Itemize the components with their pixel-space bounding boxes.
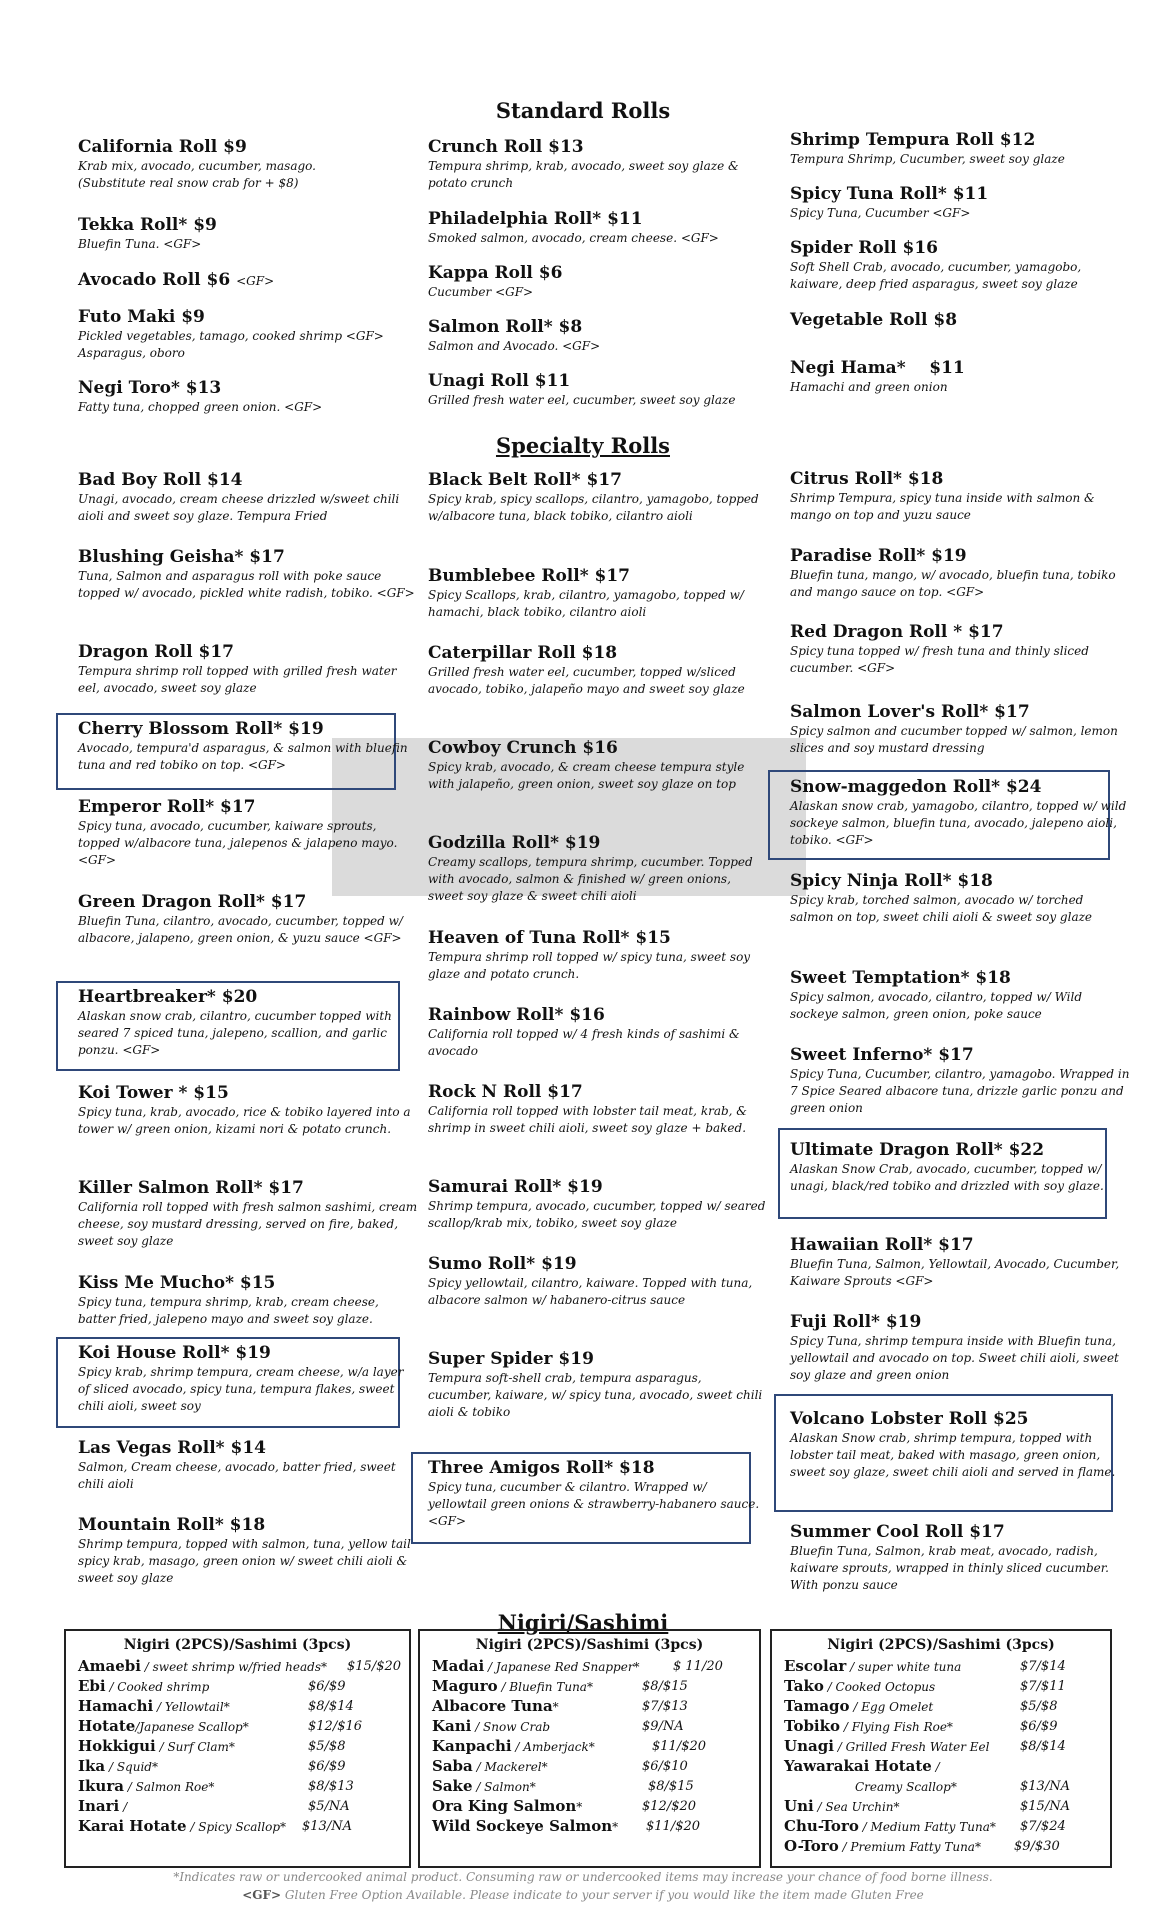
nigiri-price: $7/$11 [1020, 1679, 1066, 1694]
menu-item [790, 358, 1130, 396]
menu-item [790, 622, 1130, 677]
nigiri-sub: / Mackerel* [472, 1760, 548, 1774]
menu-item [78, 797, 418, 869]
item-desc: California roll topped w/ 4 fresh kinds of sashimi & avocado [428, 1027, 740, 1058]
nigiri-name: Kanpachi [432, 1737, 512, 1755]
nigiri-sub: / Cooked Octopus [823, 1680, 936, 1694]
item-name: Sweet Temptation* $18 [790, 968, 1011, 988]
menu-item [790, 1409, 1130, 1481]
menu-item [790, 777, 1130, 849]
menu-item [790, 1140, 1130, 1195]
menu-item [790, 1235, 1130, 1290]
nigiri-price: $12/$20 [642, 1799, 697, 1814]
nigiri-row [772, 1676, 1110, 1696]
nigiri-name: Uni [784, 1797, 814, 1815]
menu-item [78, 987, 418, 1059]
nigiri-box-1 [64, 1629, 411, 1868]
item-name: Super Spider $19 [428, 1349, 594, 1369]
nigiri-price: $7/$13 [642, 1699, 688, 1714]
nigiri-row [420, 1816, 759, 1836]
nigiri-name: Ika [78, 1757, 106, 1775]
nigiri-price: $5/NA [308, 1799, 350, 1814]
item-desc: Smoked salmon, avocado, cream cheese. <GF> [428, 231, 719, 245]
nigiri-row [66, 1696, 409, 1716]
nigiri-row [66, 1656, 409, 1676]
nigiri-price: $13/NA [302, 1819, 352, 1834]
item-name: Futo Maki $9 [78, 307, 205, 327]
nigiri-name: Inari [78, 1797, 120, 1815]
item-name: Cowboy Crunch $16 [428, 738, 618, 758]
nigiri-price: $7/$14 [1020, 1659, 1066, 1674]
gf-tag: <GF> [236, 274, 275, 288]
item-name: Vegetable Roll $8 [790, 310, 958, 330]
item-name: Paradise Roll* $19 [790, 546, 967, 566]
nigiri-price: $ 11/20 [673, 1659, 723, 1674]
nigiri-sub: / Medium Fatty Tuna* [858, 1820, 996, 1834]
item-name: Mountain Roll* $18 [78, 1515, 266, 1535]
item-name: Salmon Lover's Roll* $17 [790, 702, 1030, 722]
menu-item [78, 378, 418, 416]
nigiri-sub: / Yellowtail* [153, 1700, 230, 1714]
item-desc: Spicy tuna, tempura shrimp, krab, cream cheese, batter fried, jalepeno mayo and sweet soy glaze. [78, 1295, 379, 1326]
menu-item [78, 1273, 418, 1328]
item-desc: Grilled fresh water eel, cucumber, sweet soy glaze [428, 393, 736, 407]
item-desc: Spicy salmon and cucumber topped w/ salmon, lemon slices and soy mustard dressing [790, 724, 1118, 755]
nigiri-box-3 [770, 1629, 1112, 1868]
item-desc: Tempura shrimp, krab, avocado, sweet soy glaze & potato crunch [428, 159, 739, 190]
nigiri-sub: / sweet shrimp w/fried heads* [140, 1660, 327, 1674]
item-name: Koi House Roll* $19 [78, 1343, 271, 1363]
menu-item [790, 130, 1130, 168]
nigiri-sub: / Snow Crab [471, 1720, 551, 1734]
nigiri-sub: / Bluefin Tuna* [497, 1680, 593, 1694]
menu-item [428, 1254, 768, 1309]
item-name: Hawaiian Roll* $17 [790, 1235, 974, 1255]
nigiri-sub: / Cooked shrimp [105, 1680, 210, 1694]
item-name: Heartbreaker* $20 [78, 987, 258, 1007]
nigiri-sub: / Egg Omelet [849, 1700, 934, 1714]
item-desc: Alaskan Snow crab, shrimp tempura, topped with lobster tail meat, baked with masago, green onion, sweet soy glaze, sweet chili aioli and served in flame. [790, 1431, 1116, 1479]
menu-item [428, 643, 768, 698]
nigiri-price: $8/$15 [648, 1779, 694, 1794]
menu-item [790, 469, 1130, 524]
item-desc: Alaskan Snow Crab, avocado, cucumber, topped w/ unagi, black/red tobiko and drizzled with soy glaze. [790, 1162, 1104, 1193]
nigiri-row [420, 1796, 759, 1816]
menu-item [78, 719, 418, 774]
item-desc: Spicy Scallops, krab, cilantro, yamagobo, topped w/ hamachi, black tobiko, cilantro aioli [428, 588, 744, 619]
item-desc: Spicy krab, avocado, & cream cheese tempura style with jalapeño, green onion, sweet soy glaze on top [428, 760, 745, 791]
menu-item [78, 137, 418, 192]
nigiri-name: Chu-Toro [784, 1817, 859, 1835]
nigiri-price: $6/$9 [308, 1679, 346, 1694]
nigiri-row [420, 1676, 759, 1696]
nigiri-row [66, 1796, 409, 1816]
menu-item [790, 546, 1130, 601]
item-desc: Bluefin tuna, mango, w/ avocado, bluefin tuna, tobiko and mango sauce on top. <GF> [790, 568, 1116, 599]
item-desc: Salmon, Cream cheese, avocado, batter fried, sweet chili aioli [78, 1460, 396, 1491]
item-name: Black Belt Roll* $17 [428, 470, 622, 490]
item-desc: Krab mix, avocado, cucumber, masago. [78, 159, 316, 173]
item-name: Godzilla Roll* $19 [428, 833, 601, 853]
item-desc: Tempura soft-shell crab, tempura asparagus, cucumber, kaiware, w/ spicy tuna, avocado, sweet chili aioli & tobiko [428, 1371, 763, 1419]
item-name: Fuji Roll* $19 [790, 1312, 922, 1332]
nigiri-name: Ikura [78, 1777, 124, 1795]
item-name: Heaven of Tuna Roll* $15 [428, 928, 671, 948]
nigiri-sub: / super white tuna [846, 1660, 962, 1674]
item-name: Emperor Roll* $17 [78, 797, 256, 817]
gf-tag: <GF> [242, 1888, 282, 1902]
gf-note-text: Gluten Free Option Available. Please indicate to your server if you would like the item made Gluten Free [281, 1888, 924, 1902]
menu-item [428, 1005, 768, 1060]
menu-item [78, 1178, 418, 1250]
item-name: Negi Toro* $13 [78, 378, 222, 398]
nigiri-row [772, 1696, 1110, 1716]
menu-item [790, 1312, 1130, 1384]
nigiri-sub: / Japanese Red Snapper* [484, 1660, 640, 1674]
nigiri-sub: / Flying Fish Roe* [840, 1720, 953, 1734]
nigiri-sub: * [552, 1700, 559, 1714]
item-desc: Bluefin Tuna, Salmon, krab meat, avocado, radish, kaiware sprouts, wrapped in thinly sliced cucumber. With ponzu sauce [790, 1544, 1109, 1592]
nigiri-name: Maguro [432, 1677, 498, 1695]
nigiri-sub: / Squid* [105, 1760, 158, 1774]
menu-item [790, 1045, 1130, 1117]
nigiri-price: $12/$16 [308, 1719, 363, 1734]
menu-item [790, 238, 1130, 293]
menu-item [428, 738, 768, 793]
item-desc: Bluefin Tuna, cilantro, avocado, cucumber, topped w/ albacore, jalapeno, green onion, & yuzu sauce <GF> [78, 914, 403, 945]
item-name: Summer Cool Roll $17 [790, 1522, 1005, 1542]
item-name: Las Vegas Roll* $14 [78, 1438, 266, 1458]
menu-item [78, 1515, 418, 1587]
nigiri-name: Ora King Salmon [432, 1797, 577, 1815]
item-name: Avocado Roll $6 [78, 270, 231, 290]
nigiri-name: Albacore Tuna [432, 1697, 553, 1715]
nigiri-name: Amaebi [78, 1657, 141, 1675]
menu-item [78, 547, 418, 602]
item-desc: Tempura shrimp roll topped with grilled fresh water eel, avocado, sweet soy glaze [78, 664, 397, 695]
nigiri-name: Ebi [78, 1677, 106, 1695]
item-name: Cherry Blossom Roll* $19 [78, 719, 324, 739]
nigiri-sub: / [931, 1760, 940, 1774]
menu-item [428, 928, 768, 983]
nigiri-header: Nigiri (2PCS)/Sashimi (3pcs) [475, 1637, 704, 1653]
item-desc: Avocado, tempura'd asparagus, & salmon with bluefin tuna and red tobiko on top. <GF> [78, 741, 408, 772]
nigiri-name: Saba [432, 1757, 473, 1775]
nigiri-sub: / Salmon Roe* [123, 1780, 215, 1794]
nigiri-row [772, 1756, 1110, 1776]
menu-item [428, 317, 768, 355]
menu-item [428, 209, 768, 247]
item-name: Volcano Lobster Roll $25 [790, 1409, 1029, 1429]
item-name: Salmon Roll* $8 [428, 317, 583, 337]
nigiri-name: Tobiko [784, 1717, 841, 1735]
item-name: Sweet Inferno* $17 [790, 1045, 974, 1065]
item-name: California Roll $9 [78, 137, 247, 157]
nigiri-row [66, 1776, 409, 1796]
item-desc: Spicy tuna, cucumber & cilantro. Wrapped w/ yellowtail green onions & strawberry-habanero sauce. <GF> [428, 1480, 760, 1528]
menu-item [428, 566, 768, 621]
menu-item [790, 968, 1130, 1023]
nigiri-row [420, 1716, 759, 1736]
nigiri-name: Hotate [78, 1717, 136, 1735]
item-desc: Tempura Shrimp, Cucumber, sweet soy glaze [790, 152, 1065, 166]
menu-item [78, 892, 418, 947]
nigiri-box-2 [418, 1629, 761, 1868]
menu-item [428, 833, 768, 905]
nigiri-row [772, 1836, 1110, 1856]
item-desc: Alaskan snow crab, cilantro, cucumber topped with seared 7 spiced tuna, jalepeno, scallion, and garlic ponzu. <GF> [78, 1009, 392, 1057]
menu-item [78, 307, 418, 362]
nigiri-price: $15/$20 [347, 1659, 402, 1674]
item-desc: Spicy salmon, avocado, cilantro, topped w/ Wild sockeye salmon, green onion, poke sauce [790, 990, 1083, 1021]
item-name: Crunch Roll $13 [428, 137, 584, 157]
item-desc: Spicy tuna, krab, avocado, rice & tobiko layered into a tower w/ green onion, kizami nori & potato crunch. [78, 1105, 411, 1136]
item-desc: Shrimp tempura, avocado, cucumber, topped w/ seared scallop/krab mix, tobiko, sweet soy glaze [428, 1199, 766, 1230]
nigiri-price: $13/NA [1020, 1779, 1070, 1794]
item-name: Snow-maggedon Roll* $24 [790, 777, 1042, 797]
item-name: Spider Roll $16 [790, 238, 938, 258]
item-desc: Tempura shrimp roll topped w/ spicy tuna, sweet soy glaze and potato crunch. [428, 950, 751, 981]
nigiri-name: Hamachi [78, 1697, 154, 1715]
menu-item [78, 270, 418, 291]
menu-item [78, 470, 418, 525]
item-desc: Tuna, Salmon and asparagus roll with poke sauce topped w/ avocado, pickled white radish, tobiko. <GF> [78, 569, 415, 600]
nigiri-price: $8/$14 [1020, 1739, 1066, 1754]
nigiri-row [772, 1716, 1110, 1736]
nigiri-price: $15/NA [1020, 1799, 1070, 1814]
menu-item [78, 1343, 418, 1415]
nigiri-price: $7/$24 [1020, 1819, 1066, 1834]
item-desc: Spicy Tuna, Cucumber, cilantro, yamagobo. Wrapped in 7 Spice Seared albacore tuna, drizzle garlic ponzu and green onion [790, 1067, 1130, 1115]
nigiri-price: $6/$10 [642, 1759, 688, 1774]
nigiri-name: Yawarakai Hotate [784, 1757, 932, 1775]
item-name: Caterpillar Roll $18 [428, 643, 618, 663]
menu-item [78, 215, 418, 253]
item-desc: Creamy scallops, tempura shrimp, cucumber. Topped with avocado, salmon & finished w/ green onions, sweet soy glaze & sweet chili aioli [428, 855, 753, 903]
nigiri-sub: / Sea Urchin* [813, 1800, 900, 1814]
nigiri-sub: * [612, 1820, 619, 1834]
nigiri-name: Unagi [784, 1737, 834, 1755]
nigiri-name: Madai [432, 1657, 485, 1675]
nigiri-price: $6/$9 [308, 1759, 346, 1774]
item-name: Green Dragon Roll* $17 [78, 892, 307, 912]
item-desc: California roll topped with lobster tail meat, krab, & shrimp in sweet chili aioli, sweet soy glaze + baked. [428, 1104, 747, 1135]
gf-note [0, 1886, 1166, 1904]
menu-item [78, 1083, 418, 1138]
item-name: Blushing Geisha* $17 [78, 547, 285, 567]
item-name: Tekka Roll* $9 [78, 215, 217, 235]
nigiri-name: Karai Hotate [78, 1817, 187, 1835]
nigiri-price: $8/$15 [642, 1679, 688, 1694]
item-desc: Unagi, avocado, cream cheese drizzled w/sweet chili aioli and sweet soy glaze. Tempura Fried [78, 492, 400, 523]
menu-item [428, 1082, 768, 1137]
item-name: Red Dragon Roll * $17 [790, 622, 1004, 642]
item-desc: Spicy tuna, avocado, cucumber, kaiware sprouts, topped w/albacore tuna, jalepenos & jalapeno mayo. <GF> [78, 819, 398, 867]
nigiri-row [772, 1736, 1110, 1756]
nigiri-name: Escolar [784, 1657, 847, 1675]
nigiri-name: Tamago [784, 1697, 850, 1715]
nigiri-header: Nigiri (2PCS)/Sashimi (3pcs) [123, 1637, 352, 1653]
menu-item [428, 137, 768, 192]
item-name: Spicy Tuna Roll* $11 [790, 184, 989, 204]
nigiri-sub: / Spicy Scallop* [186, 1820, 287, 1834]
menu-item [428, 1349, 768, 1421]
nigiri-price: $9/NA [642, 1719, 684, 1734]
menu-item [790, 702, 1130, 757]
item-desc: Spicy krab, torched salmon, avocado w/ torched salmon on top, sweet chili aioli & sweet soy glaze [790, 893, 1093, 924]
item-desc: Spicy krab, spicy scallops, cilantro, yamagobo, topped w/albacore tuna, black tobiko, cilantro aioli [428, 492, 759, 523]
item-desc: Shrimp tempura, topped with salmon, tuna, yellow tail spicy krab, masago, green onion w/ sweet chili aioli & sweet soy glaze [78, 1537, 411, 1585]
menu-item [428, 470, 768, 525]
nigiri-price: $11/$20 [652, 1739, 707, 1754]
item-name: Kiss Me Mucho* $15 [78, 1273, 276, 1293]
nigiri-sub: / Surf Clam* [155, 1740, 235, 1754]
nigiri-name: O-Toro [784, 1837, 839, 1855]
item-name: Spicy Ninja Roll* $18 [790, 871, 993, 891]
menu-item [790, 871, 1130, 926]
item-name: Killer Salmon Roll* $17 [78, 1178, 304, 1198]
nigiri-row [772, 1776, 1110, 1796]
menu-item [78, 642, 418, 697]
nigiri-price: $5/$8 [1020, 1699, 1058, 1714]
item-desc: California roll topped with fresh salmon sashimi, cream cheese, soy mustard dressing, served on fire, baked, sweet soy glaze [78, 1200, 418, 1248]
nigiri-sub: * [576, 1800, 583, 1814]
raw-warning: *Indicates raw or undercooked animal product. Consuming raw or undercooked items may increase your chance of food borne illness. [173, 1870, 993, 1884]
item-desc: Alaskan snow crab, yamagobo, cilantro, topped w/ wild sockeye salmon, bluefin tuna, avocado, jalepeno aioli, tobiko. <GF> [790, 799, 1127, 847]
item-name: Three Amigos Roll* $18 [428, 1458, 655, 1478]
nigiri-row [772, 1796, 1110, 1816]
menu-item [790, 310, 1130, 330]
specialty-rolls-title: Specialty Rolls [495, 433, 670, 458]
item-desc: Salmon and Avocado. <GF> [428, 339, 601, 353]
item-name: Rock N Roll $17 [428, 1082, 583, 1102]
standard-rolls-title: Standard Rolls [495, 98, 671, 123]
item-name: Shrimp Tempura Roll $12 [790, 130, 1036, 150]
item-desc: Shrimp Tempura, spicy tuna inside with salmon & mango on top and yuzu sauce [790, 491, 1095, 522]
nigiri-sub: / Salmon* [472, 1780, 536, 1794]
nigiri-name: Kani [432, 1717, 472, 1735]
nigiri-sub: / [119, 1800, 128, 1814]
menu-item [428, 1458, 768, 1530]
nigiri-row [420, 1656, 759, 1676]
nigiri-row [420, 1696, 759, 1716]
nigiri-price: $5/$8 [308, 1739, 346, 1754]
nigiri-sub: /Japanese Scallop* [135, 1720, 249, 1734]
nigiri-price: $11/$20 [646, 1819, 701, 1834]
item-name: Sumo Roll* $19 [428, 1254, 577, 1274]
item-name: Ultimate Dragon Roll* $22 [790, 1140, 1045, 1160]
nigiri-sub: Creamy Scallop* [855, 1780, 957, 1794]
item-name: Bad Boy Roll $14 [78, 470, 243, 490]
nigiri-row [772, 1656, 1110, 1676]
item-name: Rainbow Roll* $16 [428, 1005, 605, 1025]
item-desc: Spicy krab, shrimp tempura, cream cheese, w/a layer of sliced avocado, spicy tuna, tempura flakes, sweet chili aioli, sweet soy [78, 1365, 404, 1413]
menu-item [428, 371, 768, 409]
nigiri-row [420, 1756, 759, 1776]
nigiri-price: $9/$30 [1014, 1839, 1060, 1854]
item-name: Dragon Roll $17 [78, 642, 235, 662]
item-desc: Bluefin Tuna. <GF> [78, 237, 202, 251]
item-name: Unagi Roll $11 [428, 371, 571, 391]
nigiri-price: $6/$9 [1020, 1719, 1058, 1734]
item-name: Philadelphia Roll* $11 [428, 209, 643, 229]
nigiri-name: Sake [432, 1777, 473, 1795]
nigiri-row [772, 1816, 1110, 1836]
nigiri-price: $8/$14 [308, 1699, 354, 1714]
item-name: Koi Tower * $15 [78, 1083, 229, 1103]
nigiri-title: Nigiri/Sashimi [497, 1610, 669, 1635]
item-name: Bumblebee Roll* $17 [428, 566, 630, 586]
item-desc: Spicy Tuna, shrimp tempura inside with Bluefin tuna, yellowtail and avocado on top. Sweet chili aioli, sweet soy glaze and green onion [790, 1334, 1119, 1382]
item-desc: Fatty tuna, chopped green onion. <GF> [78, 400, 323, 414]
item-desc: Cucumber <GF> [428, 285, 534, 299]
nigiri-row [420, 1736, 759, 1756]
nigiri-row [66, 1736, 409, 1756]
item-desc: Soft Shell Crab, avocado, cucumber, yamagobo, kaiware, deep fried asparagus, sweet soy glaze [790, 260, 1082, 291]
menu-item [428, 263, 768, 301]
nigiri-row [66, 1816, 409, 1836]
item-desc: Hamachi and green onion [790, 380, 948, 394]
item-name: Kappa Roll $6 [428, 263, 563, 283]
item-desc: Bluefin Tuna, Salmon, Yellowtail, Avocado, Cucumber, Kaiware Sprouts <GF> [790, 1257, 1120, 1288]
item-desc: Pickled vegetables, tamago, cooked shrimp <GF> Asparagus, oboro [78, 329, 384, 360]
item-name: Negi Hama* $11 [790, 358, 965, 378]
item-desc: Spicy tuna topped w/ fresh tuna and thinly sliced cucumber. <GF> [790, 644, 1089, 675]
nigiri-sub: / Amberjack* [511, 1740, 595, 1754]
item-desc: Spicy Tuna, Cucumber <GF> [790, 206, 971, 220]
footer-notes [0, 1868, 1166, 1904]
menu-item [790, 184, 1130, 222]
item-name: Samurai Roll* $19 [428, 1177, 603, 1197]
menu-item [428, 1177, 768, 1232]
item-desc: Spicy yellowtail, cilantro, kaiware. Topped with tuna, albacore salmon w/ habanero-citrus sauce [428, 1276, 753, 1307]
item-desc: Grilled fresh water eel, cucumber, topped w/sliced avocado, tobiko, jalapeño mayo and sweet soy glaze [428, 665, 745, 696]
nigiri-header: Nigiri (2PCS)/Sashimi (3pcs) [827, 1637, 1055, 1653]
item-name: Citrus Roll* $18 [790, 469, 944, 489]
nigiri-sub: / Premium Fatty Tuna* [838, 1840, 981, 1854]
menu-item [790, 1522, 1130, 1594]
nigiri-sub: / Grilled Fresh Water Eel [833, 1740, 990, 1754]
nigiri-name: Wild Sockeye Salmon [432, 1817, 613, 1835]
nigiri-name: Hokkigui [78, 1737, 156, 1755]
nigiri-row [66, 1756, 409, 1776]
nigiri-row [66, 1716, 409, 1736]
nigiri-name: Tako [784, 1677, 824, 1695]
item-desc: (Substitute real snow crab for + $8) [78, 176, 299, 190]
nigiri-row [420, 1776, 759, 1796]
nigiri-price: $8/$13 [308, 1779, 354, 1794]
nigiri-row [66, 1676, 409, 1696]
menu-item [78, 1438, 418, 1493]
